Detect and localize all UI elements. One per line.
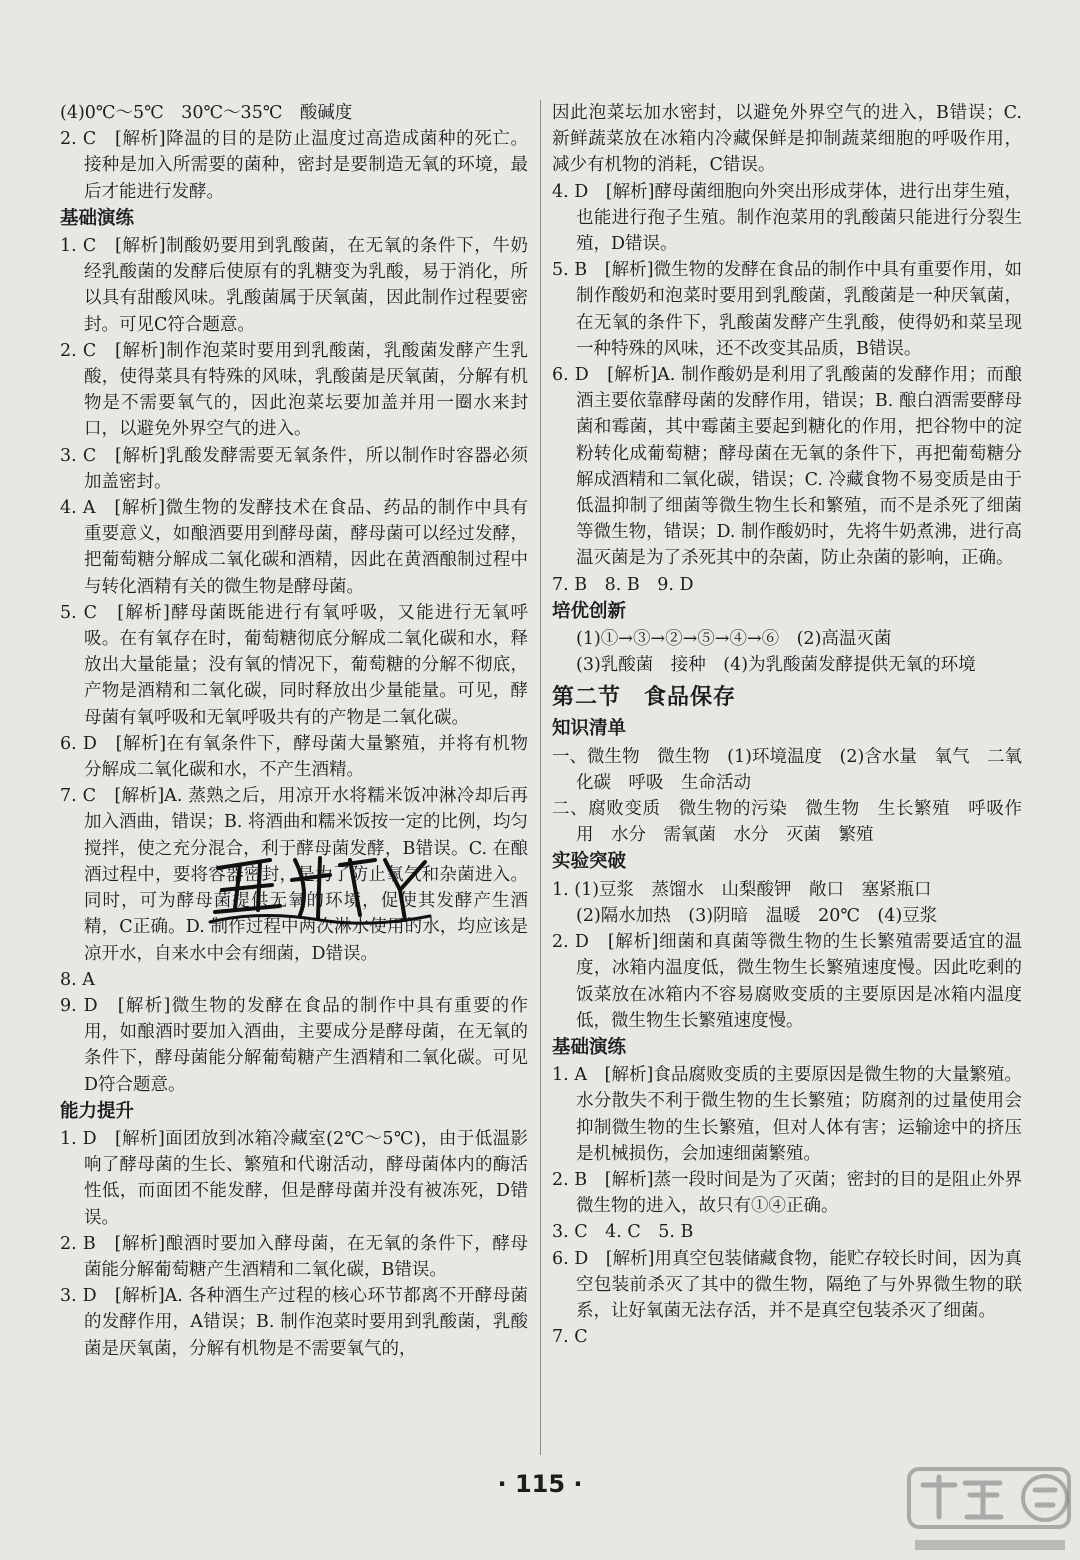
section-heading: 实验突破 bbox=[552, 851, 627, 873]
answer-item: (4)0℃～5℃ 30℃～35℃ 酸碱度 bbox=[60, 103, 353, 123]
answer-item: 1. D [解析]面团放到冰箱冷藏室(2℃～5℃)，由于低温影响了酵母菌的生长、繁殖和代谢活动，酵母菌体内的酶活性低，而面团不能发酵，但是酵母菌并没有被冻死，D错误。 bbox=[60, 1128, 528, 1228]
answer-item: 1. C [解析]制酸奶要用到乳酸菌，在无氧的条件下，牛奶经乳酸菌的发酵后使原有的乳糖变为乳酸，易于消化，所以具有甜酸风味。乳酸菌属于厌氧菌，因此制作过程要密封。可见C符合题意。 bbox=[60, 236, 528, 335]
section-heading: 基础演练 bbox=[552, 1036, 627, 1058]
answer-subline: (1)①→③→②→⑤→④→⑥ (2)高温灭菌 bbox=[576, 629, 892, 650]
page-number: · 115 · bbox=[497, 1470, 583, 1498]
answer-item: 6. D [解析]用真空包装储藏食物，能贮存较长时间，因为真空包装前杀灭了其中的微生物，隔绝了与外界微生物的联系，让好氧菌无法存活，并不是真空包装杀灭了细菌。 bbox=[552, 1248, 1022, 1321]
stamp-watermark-logo bbox=[905, 1465, 1075, 1560]
handwritten-watermark bbox=[200, 830, 440, 930]
answer-item: 7. B 8. B 9. D bbox=[552, 574, 694, 595]
answer-item: 9. D [解析]微生物的发酵在食品的制作中具有重要的作用，如酿酒时要加入酒曲，主要成分是酵母菌，在无氧的条件下，酵母菌能分解葡萄糖产生酒精和二氧化碳。可见D符合题意。 bbox=[60, 995, 528, 1095]
left-column bbox=[60, 100, 528, 1362]
answer-item: 一、微生物 微生物 (1)环境温度 (2)含水量 氧气 二氧化碳 呼吸 生命活动 bbox=[552, 746, 1022, 793]
answer-item: 二、腐败变质 微生物的污染 微生物 生长繁殖 呼吸作用 水分 需氧菌 水分 灭菌 繁殖 bbox=[552, 799, 1022, 846]
section-heading: 知识清单 bbox=[552, 718, 627, 740]
answer-item: 1. (1)豆浆 蒸馏水 山梨酸钾 敞口 塞紧瓶口 bbox=[552, 879, 932, 900]
answer-subline: (3)乳酸菌 接种 (4)为乳酸菌发酵提供无氧的环境 bbox=[576, 655, 976, 676]
answer-item: 6. D [解析]A. 制作酸奶是利用了乳酸菌的发酵作用；而酿酒主要依靠酵母菌的发酵作用，错误；B. 酿白酒需要酵母菌和霉菌，其中霉菌主要起到糖化的作用，把谷物中的淀粉转化成葡萄糖；酵母菌在无氧的条件下，再把葡萄糖分解成酒精和二氧化碳，错误；C. 冷藏食物不易变质是由于低温抑制了细菌等微生物生长和繁殖，而不是杀死了细菌等微生物，错误；D. 制作酸奶时，先将牛奶煮沸，进行高温灭菌是为了杀死其中的杂菌，防止杂菌的影响，正确。 bbox=[552, 365, 1022, 569]
right-column bbox=[552, 100, 1022, 1350]
answer-item: 4. A [解析]微生物的发酵技术在食品、药品的制作中具有重要意义，如酿酒要用到酵母菌，酵母菌可以经过发酵，把葡萄糖分解成二氧化碳和酒精，因此在黄酒酿制过程中与转化酒精有关的微生物是酵母菌。 bbox=[60, 498, 528, 597]
answer-item: 3. C [解析]乳酸发酵需要无氧条件，所以制作时容器必须加盖密封。 bbox=[60, 445, 528, 492]
answer-item: 3. C 4. C 5. B bbox=[552, 1222, 694, 1243]
answer-subline: (2)隔水加热 (3)阴暗 温暖 20℃ (4)豆浆 bbox=[576, 905, 938, 926]
answer-item: 4. D [解析]酵母菌细胞向外突出形成芽体，进行出芽生殖，也能进行孢子生殖。制作泡菜用的乳酸菌只能进行分裂生殖，D错误。 bbox=[552, 181, 1022, 255]
answer-item: 7. C [解析]A. 蒸熟之后，用凉开水将糯米饭冲淋冷却后再加入酒曲，错误；B. 将酒曲和糯米饭按一定的比例，均匀搅拌，使之充分混合，利于酵母菌发酵，B错误。C. 在酿酒过程中，要将容器密封，是为了防止氧气和杂菌进入。同时，可为酵母菌提供无氧的环境，促使其发酵产生酒精，C正确。D. 制作过程中两次淋水使用的水，均应该是凉开水，自来水中会有细菌，D错误。 bbox=[60, 786, 528, 964]
answer-item: 1. A [解析]食品腐败变质的主要原因是微生物的大量繁殖。水分散失不利于微生物的生长繁殖；防腐剂的过量使用会抑制微生物的生长繁殖，但对人体有害；运输途中的挤压是机械损伤，会加速细菌繁殖。 bbox=[552, 1065, 1022, 1164]
answer-continuation: 因此泡菜坛加水密封，以避免外界空气的进入，B错误；C. 新鲜蔬菜放在冰箱内冷藏保鲜是抑制蔬菜细胞的呼吸作用，减少有机物的消耗，C错误。 bbox=[552, 103, 1022, 176]
answer-item: 2. B [解析]蒸一段时间是为了灭菌；密封的目的是阻止外界微生物的进入，故只有①④正确。 bbox=[552, 1169, 1022, 1217]
answer-item: 5. B [解析]微生物的发酵在食品的制作中具有重要作用，如制作酸奶和泡菜时要用到乳酸菌，乳酸菌是一种厌氧菌，在无氧的条件下，乳酸菌发酵产生乳酸，使得奶和菜呈现一种特殊的风味，还不改变其品质，B错误。 bbox=[552, 260, 1022, 359]
answer-item: 2. C [解析]制作泡菜时要用到乳酸菌，乳酸菌发酵产生乳酸，使得菜具有特殊的风味，乳酸菌是厌氧菌，分解有机物是不需要氧气的，因此泡菜坛要加盖并用一圈水来封口，以避免外界空气的进入。 bbox=[60, 340, 528, 440]
answer-item: 2. B [解析]酿酒时要加入酵母菌，在无氧的条件下，酵母菌能分解葡萄糖产生酒精和二氧化碳，B错误。 bbox=[60, 1233, 528, 1280]
answer-item: 5. C [解析]酵母菌既能进行有氧呼吸，又能进行无氧呼吸。在有氧存在时，葡萄糖彻底分解成二氧化碳和水，释放出大量能量；没有氧的情况下，葡萄糖的分解不彻底，产物是酒精和二氧化碳，同时释放出少量能量。可见，酵母菌有氧呼吸和无氧呼吸共有的产物是二氧化碳。 bbox=[60, 602, 528, 728]
section-heading: 培优创新 bbox=[552, 600, 627, 622]
answer-item: 7. C bbox=[552, 1327, 588, 1348]
answer-item: 6. D [解析]在有氧条件下，酵母菌大量繁殖，并将有机物分解成二氧化碳和水，不产生酒精。 bbox=[60, 733, 528, 781]
answer-item: 2. C [解析]降温的目的是防止温度过高造成菌种的死亡。接种是加入所需要的菌种，密封是要制造无氧的环境，最后才能进行发酵。 bbox=[60, 129, 528, 202]
answer-item: 8. A bbox=[60, 969, 95, 990]
section-heading: 基础演练 bbox=[60, 207, 135, 229]
answer-item: 2. D [解析]细菌和真菌等微生物的生长繁殖需要适宜的温度，冰箱内温度低，微生物生长繁殖速度慢。因此吃剩的饭菜放在冰箱内不容易腐败变质的主要原因是冰箱内温度低，微生物生长繁殖速度慢。 bbox=[552, 932, 1022, 1031]
section-heading: 能力提升 bbox=[60, 1100, 135, 1122]
column-divider bbox=[540, 100, 541, 1455]
chapter-title: 第二节 食品保存 bbox=[552, 684, 737, 711]
answer-item: 3. D [解析]A. 各种酒生产过程的核心环节都离不开酵母菌的发酵作用，A错误；B. 制作泡菜时要用到乳酸菌，乳酸菌是厌氧菌，分解有机物是不需要氧气的， bbox=[60, 1286, 528, 1359]
